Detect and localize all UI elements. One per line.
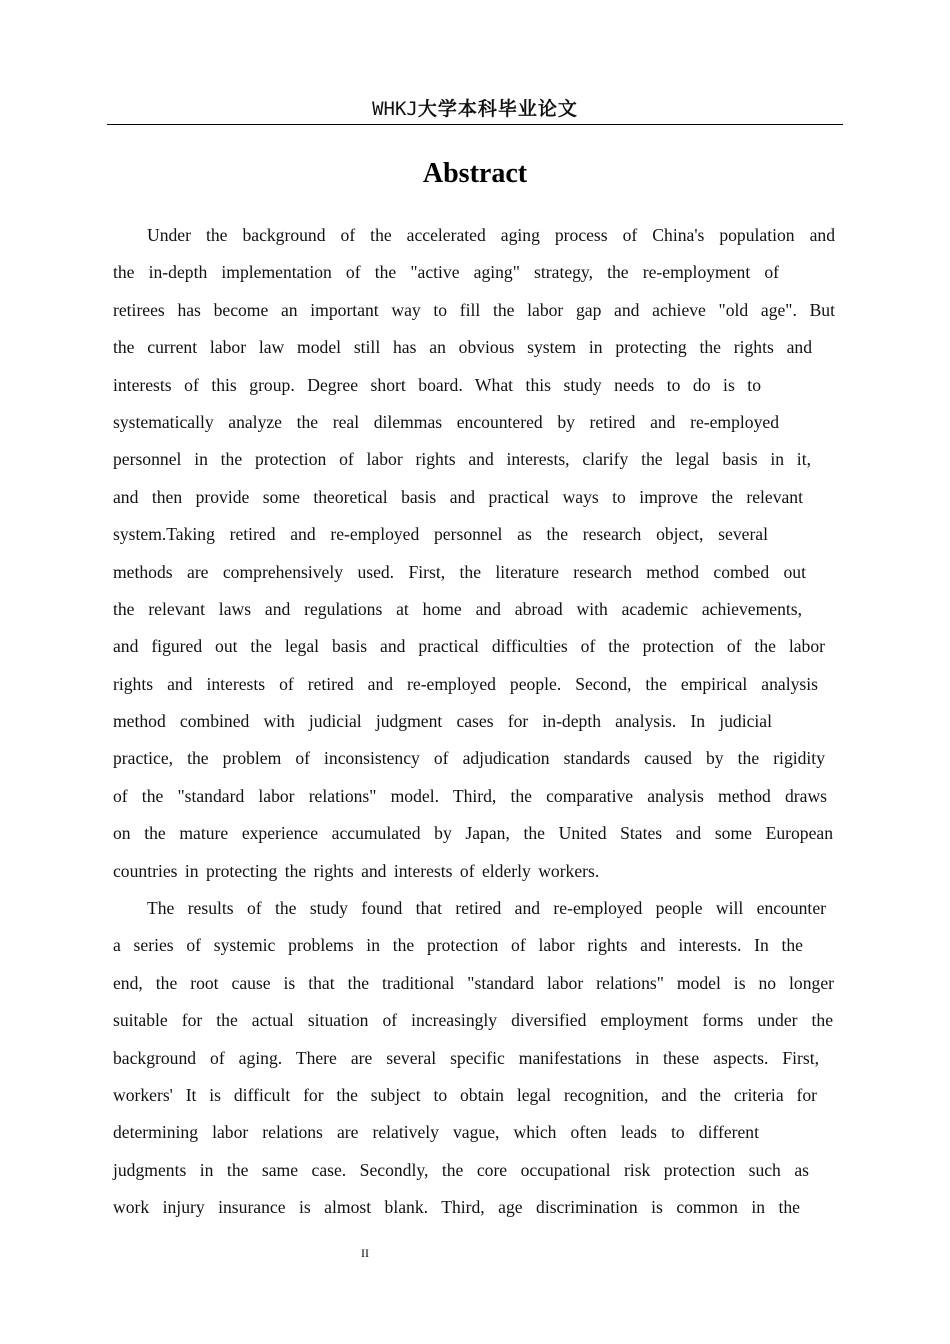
paragraph-2	[113, 890, 835, 1227]
text-line: personnel in the protection of labor rights and interests, clarify the legal basis in it,	[113, 449, 811, 470]
text-line: Under the background of the accelerated aging process of China's population and	[147, 225, 835, 245]
text-line: the in-depth implementation of the "active aging" strategy, the re-employment of	[113, 262, 779, 283]
running-header	[107, 96, 843, 125]
text-line: interests of this group. Degree short board. What this study needs to do is to	[113, 374, 761, 395]
text-line: systematically analyze the real dilemmas encountered by retired and re-employed	[113, 411, 779, 432]
text-line: the current labor law model still has an obvious system in protecting the rights and	[113, 337, 812, 358]
abstract-title: Abstract	[422, 158, 528, 189]
text-line: retirees has become an important way to fill the labor gap and achieve "old age". But	[113, 299, 835, 320]
text-line: background of aging. There are several specific manifestations in these aspects. First,	[113, 1047, 819, 1068]
paragraph-1	[113, 217, 835, 890]
text-line: the relevant laws and regulations at home and abroad with academic achievements,	[113, 598, 802, 619]
text-line: method combined with judicial judgment cases for in-depth analysis. In judicial	[113, 711, 772, 732]
text-line: and then provide some theoretical basis and practical ways to improve the relevant	[113, 486, 803, 507]
text-line: suitable for the actual situation of increasingly diversified employment forms under the	[113, 1010, 833, 1031]
text-line: rights and interests of retired and re-employed people. Second, the empirical analysis	[113, 673, 818, 694]
text-line: The results of the study found that retired and re-employed people will encounter	[147, 898, 826, 919]
text-line: a series of systemic problems in the protection of labor rights and interests. In the	[113, 935, 803, 956]
text-line: on the mature experience accumulated by Japan, the United States and some European	[113, 823, 833, 844]
text-line: judgments in the same case. Secondly, the core occupational risk protection such as	[113, 1159, 809, 1180]
text-line: workers' It is difficult for the subject to obtain legal recognition, and the criteria for	[113, 1084, 817, 1105]
text-line: countries in protecting the rights and interests of elderly workers.	[113, 860, 600, 881]
header-cjk-text: 大学本科毕业论文	[417, 98, 578, 120]
text-line: work injury insurance is almost blank. Third, age discrimination is common in the	[113, 1197, 800, 1218]
text-line: and figured out the legal basis and practical difficulties of the protection of the labor	[113, 636, 825, 657]
text-line: methods are comprehensively used. First, the literature research method combed out	[113, 561, 806, 582]
text-line: determining labor relations are relatively vague, which often leads to different	[113, 1122, 759, 1143]
text-line: system.Taking retired and re-employed personnel as the research object, several	[113, 524, 768, 545]
text-line: practice, the problem of inconsistency of adjudication standards caused by the rigidity	[113, 748, 825, 769]
text-line: of the "standard labor relations" model. Third, the comparative analysis method draws	[113, 785, 827, 806]
header-latin-text: WHKJ	[372, 98, 418, 120]
page-number: II	[361, 1246, 369, 1260]
abstract-body	[113, 217, 835, 1227]
text-line: end, the root cause is that the traditional "standard labor relations" model is no longer	[113, 972, 834, 993]
